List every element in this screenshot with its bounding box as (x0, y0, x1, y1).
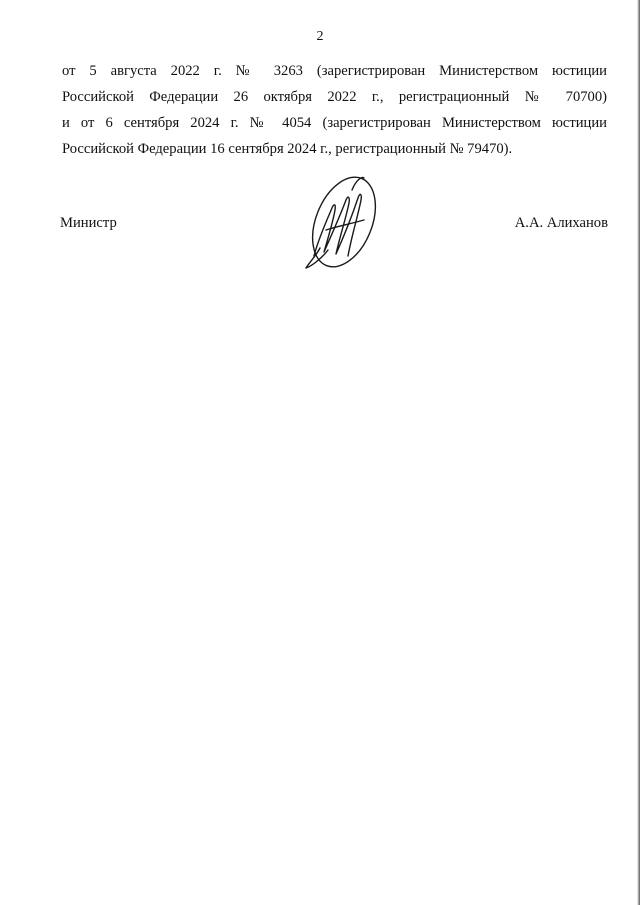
body-line: Российской Федерации 16 сентября 2024 г., регистрационный № 79470). (62, 141, 513, 157)
page-number: 2 (316, 29, 324, 44)
signer-name: А.А. Алиханов (514, 215, 608, 231)
body-line: и от 6 сентября 2024 г. № 4054 (зарегистрирован Министерством юстиции (62, 115, 607, 131)
body-line: Российской Федерации 26 октября 2022 г., регистрационный № 70700) (62, 89, 607, 105)
body-paragraph (62, 58, 607, 162)
handwritten-signature (298, 170, 388, 274)
signer-title: Министр (60, 215, 117, 231)
body-line: от 5 августа 2022 г. № 3263 (зарегистрирован Министерством юстиции (62, 63, 607, 79)
